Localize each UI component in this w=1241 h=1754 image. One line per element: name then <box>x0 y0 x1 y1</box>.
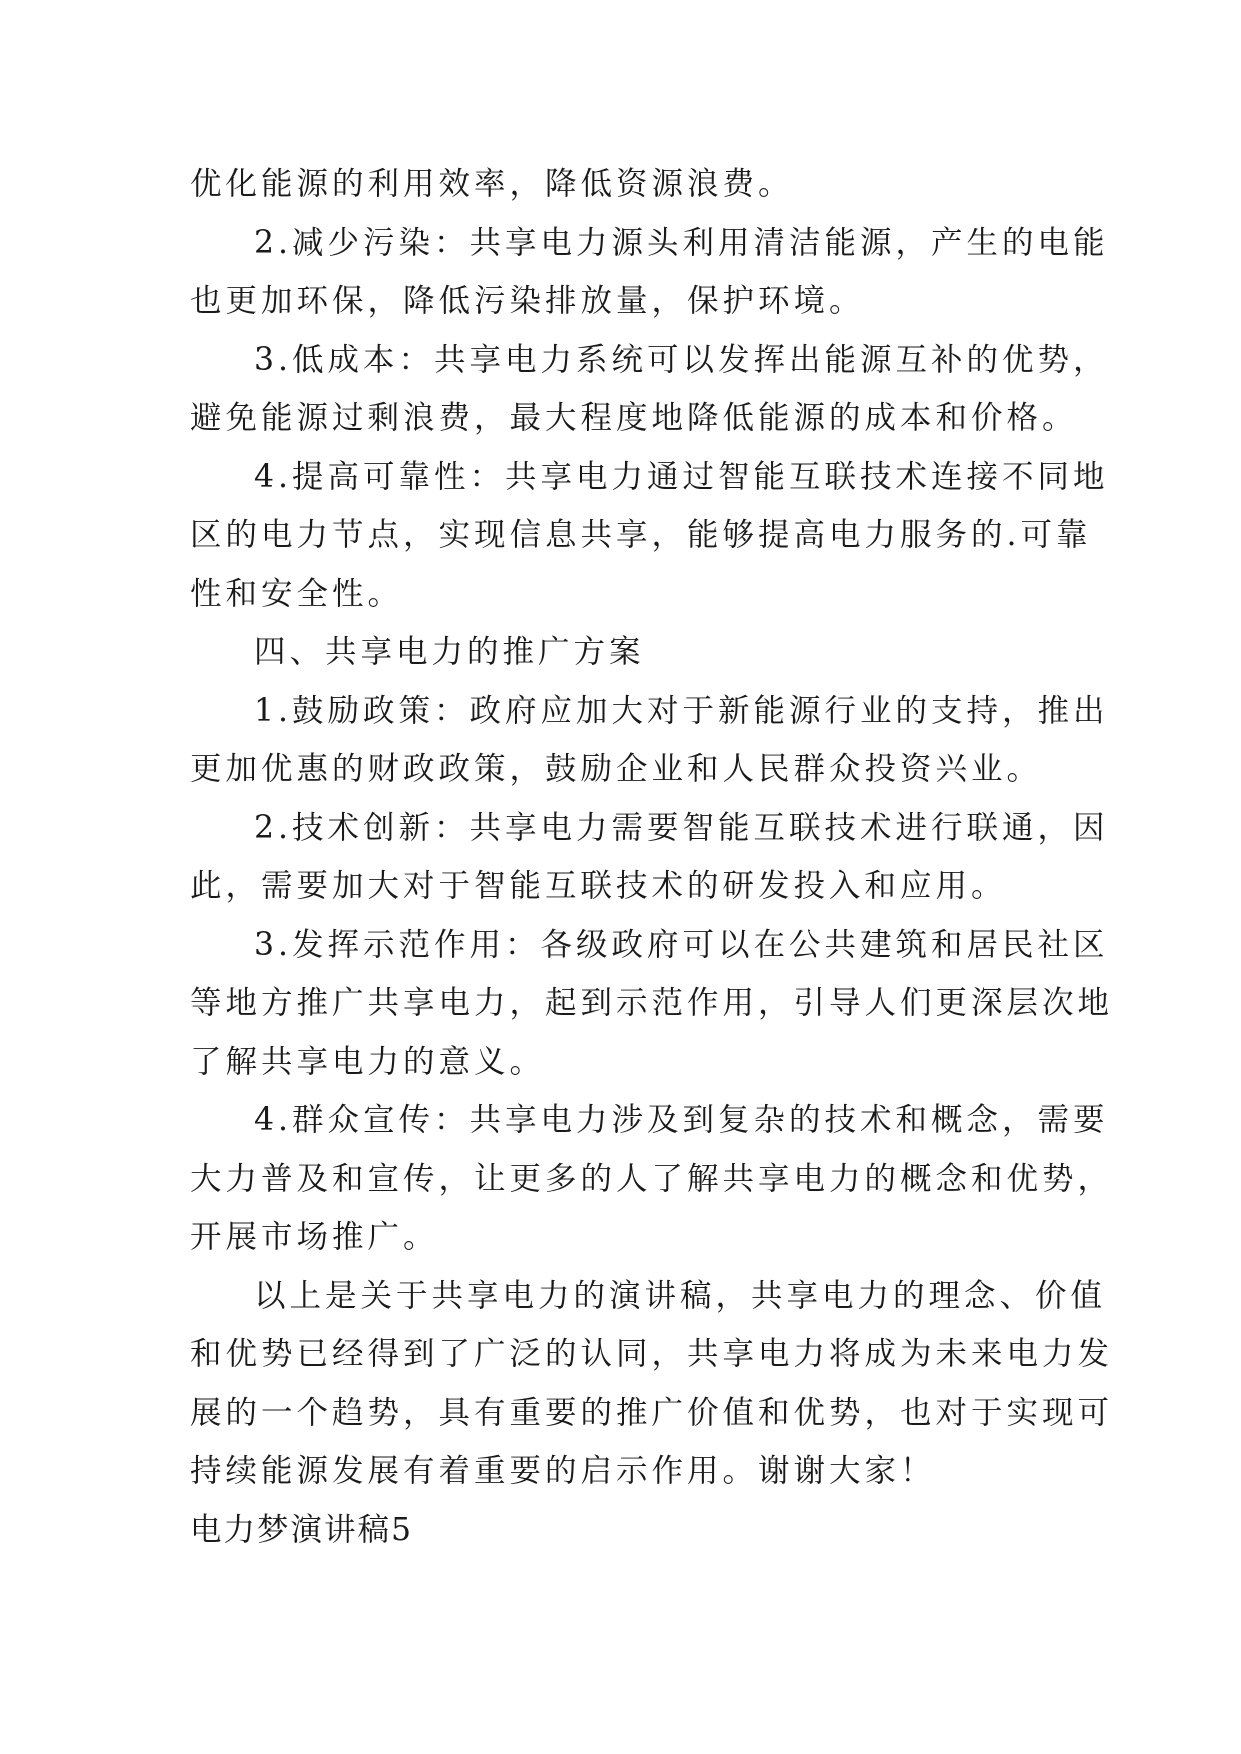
paragraph-line: 3.低成本：共享电力系统可以发挥出能源互补的优势， <box>254 341 1109 378</box>
paragraph-line: 大力普及和宣传，让更多的人了解共享电力的概念和优势， <box>190 1160 1114 1197</box>
paragraph-line: 4.群众宣传：共享电力涉及到复杂的技术和概念，需要 <box>254 1102 1109 1138</box>
paragraph-line: 区的电力节点，实现信息共享，能够提高电力服务的.可靠 <box>190 517 1092 553</box>
section-heading: 四、共享电力的推广方案 <box>254 634 645 670</box>
paragraph-line: 等地方推广共享电力，起到示范作用，引导人们更深层次地 <box>190 985 1114 1021</box>
paragraph-line: 3.发挥示范作用：各级政府可以在公共建筑和居民社区 <box>254 926 1109 963</box>
paragraph-line: 开展市场推广。 <box>190 1219 439 1255</box>
paragraph-line: 避免能源过剩浪费，最大程度地降低能源的成本和价格。 <box>190 400 1078 436</box>
document-body <box>190 155 1114 1559</box>
paragraph-line: 持续能源发展有着重要的启示作用。谢谢大家！ <box>190 1453 936 1489</box>
paragraph-line: 也更加环保，降低污染排放量，保护环境。 <box>190 283 865 319</box>
paragraph-line: 1.鼓励政策：政府应加大对于新能源行业的支持，推出 <box>254 692 1109 729</box>
paragraph-line: 优化能源的利用效率，降低资源浪费。 <box>190 166 794 202</box>
paragraph-line: 展的一个趋势，具有重要的推广价值和优势，也对于实现可 <box>190 1394 1114 1431</box>
paragraph-line: 此，需要加大对于智能互联技术的研发投入和应用。 <box>190 868 1007 904</box>
document-heading: 电力梦演讲稿5 <box>190 1511 414 1548</box>
paragraph-line: 性和安全性。 <box>190 575 404 612</box>
paragraph-line: 2.技术创新：共享电力需要智能互联技术进行联通，因 <box>254 809 1109 846</box>
paragraph-line: 以上是关于共享电力的演讲稿，共享电力的理念、价值 <box>254 1277 1107 1314</box>
paragraph-line: 4.提高可靠性：共享电力通过智能互联技术连接不同地 <box>254 458 1109 495</box>
paragraph-line: 2.减少污染：共享电力源头利用清洁能源，产生的电能 <box>254 224 1109 261</box>
paragraph-line: 了解共享电力的意义。 <box>190 1043 546 1080</box>
paragraph-line: 和优势已经得到了广泛的认同，共享电力将成为未来电力发 <box>190 1336 1114 1372</box>
paragraph-line: 更加优惠的财政政策，鼓励企业和人民群众投资兴业。 <box>190 751 1043 787</box>
